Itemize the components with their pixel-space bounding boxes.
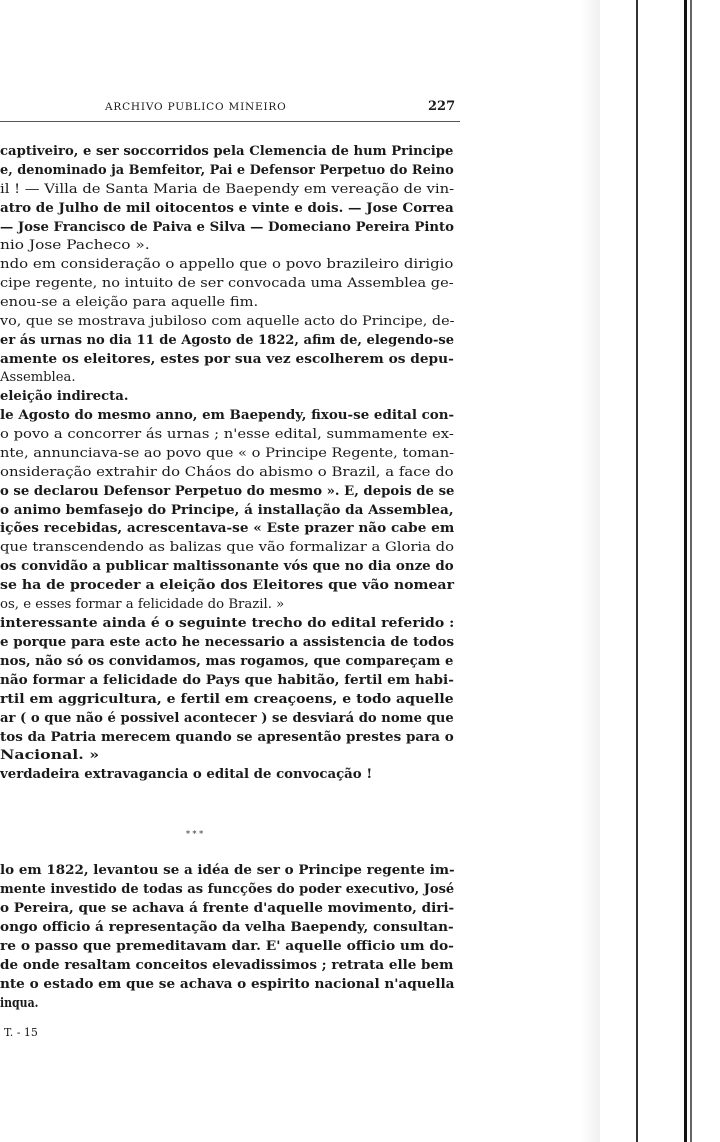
page-number: 227	[428, 99, 456, 114]
text-line: nte, annunciava-se ao povo que « o Principe Regente, toman-	[0, 445, 455, 460]
text-line: nio Jose Pacheco ».	[0, 237, 150, 252]
text-line: que transcendendo as balizas que vão formalizar a Gloria do	[0, 539, 455, 554]
running-header	[0, 101, 460, 119]
text-line: de onde resaltam conceitos elevadissimos ; retrata elle bem	[0, 957, 454, 972]
text-line: ndo em consideração o appello que o povo brazileiro dirigio	[0, 256, 454, 271]
text-line: — Jose Francisco de Paiva e Silva — Domeciano Pereira Pinto	[0, 219, 454, 234]
text-line: inqua.	[0, 995, 39, 1010]
text-line: o Pereira, que se achava á frente d'aquelle movimento, diri-	[0, 900, 455, 915]
text-line: ongo officio á representação da velha Baependy, consultan-	[0, 919, 454, 934]
header-rule	[0, 121, 460, 122]
binding-shadow	[580, 0, 600, 1142]
binding-line	[690, 0, 692, 1142]
text-line: captiveiro, e ser soccorridos pela Clemencia de hum Principe	[0, 143, 454, 158]
binding-line	[684, 0, 687, 1142]
text-line: nos, não só os convidamos, mas rogamos, que compareçam e	[0, 653, 454, 668]
section-ornament: ⁎ ⁎ ⁎	[186, 827, 204, 836]
text-line: tos da Patria merecem quando se apresentão prestes para o	[0, 729, 454, 744]
binding-line	[636, 0, 638, 1142]
text-line: er ás urnas no dia 11 de Agosto de 1822, afim de, elegendo-se	[0, 332, 455, 347]
text-line: vo, que se mostrava jubiloso com aquelle acto do Principe, de-	[0, 313, 455, 328]
text-line: onsideração extrahir do Cháos do abismo o Brazil, a face do	[0, 464, 454, 479]
text-line: o se declarou Defensor Perpetuo do mesmo ». E, depois de se	[0, 483, 455, 498]
text-line: il ! — Villa de Santa Maria de Baependy em vereação de vin-	[0, 181, 455, 196]
text-line: ar ( o que não é possivel acontecer ) se desviará do nome que	[0, 710, 454, 725]
text-line: ições recebidas, acrescentava-se « Este prazer não cabe em	[0, 520, 455, 535]
text-line: e, denominado ja Bemfeitor, Pai e Defensor Perpetuo do Reino	[0, 162, 454, 177]
text-line: eleição indirecta.	[0, 388, 129, 403]
text-line: rtil em aggricultura, e fertil em creaçoens, e todo aquelle	[0, 691, 454, 706]
text-line: Assemblea.	[0, 369, 76, 384]
text-line: Nacional. »	[0, 747, 100, 762]
text-line: se ha de proceder a eleição dos Eleitores que vão nomear	[0, 577, 455, 592]
text-line: o povo a concorrer ás urnas ; n'esse edital, summamente ex-	[0, 426, 454, 441]
text-line: enou-se a eleição para aquelle fim.	[0, 294, 259, 309]
text-line: os, e esses formar a felicidade do Brazil. »	[0, 596, 285, 611]
text-line: nte o estado em que se achava o espirito nacional n'aquella	[0, 976, 455, 991]
text-line: verdadeira extravagancia o edital de convocação !	[0, 766, 373, 781]
text-line: amente os eleitores, estes por sua vez escolherem os depu-	[0, 351, 454, 366]
text-line: interessante ainda é o seguinte trecho do edital referido :	[0, 615, 455, 630]
text-line: mente investido de todas as funcções do poder executivo, José	[0, 881, 455, 896]
text-line: lo em 1822, levantou se a idéa de ser o Principe regente im-	[0, 862, 455, 877]
page-binding-edge	[580, 0, 720, 1142]
text-line: re o passo que premeditavam dar. E' aquelle officio um do-	[0, 938, 454, 953]
text-line: atro de Julho de mil oitocentos e vinte e dois. — Jose Correa	[0, 200, 454, 215]
running-title: ARCHIVO PUBLICO MINEIRO	[105, 101, 287, 113]
signature-mark: T. - 15	[4, 1026, 38, 1039]
text-line: e porque para este acto he necessario a assistencia de todos	[0, 634, 455, 649]
text-line: os convidão a publicar maltissonante vós que no dia onze do	[0, 558, 454, 573]
text-line: não formar a felicidade do Pays que habitão, fertil em habi-	[0, 672, 454, 687]
text-line: cipe regente, no intuito de ser convocada uma Assemblea ge-	[0, 275, 454, 290]
text-line: le Agosto do mesmo anno, em Baependy, fixou-se edital con-	[0, 407, 455, 422]
text-line: o animo bemfasejo do Principe, á installação da Assemblea,	[0, 502, 454, 517]
